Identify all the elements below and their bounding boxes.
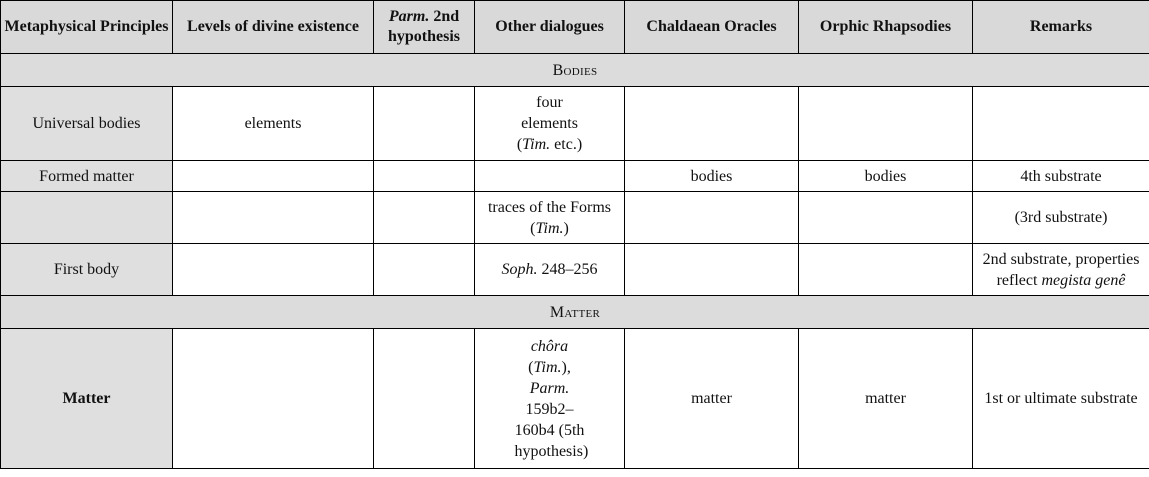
header-parm-hypothesis: 2nd hypothesis (387, 8, 461, 45)
table-row (1, 244, 1149, 296)
cell-chaldaean: bodies (625, 161, 799, 192)
cell-chaldaean (625, 244, 799, 296)
cell-text-part: ), (561, 358, 571, 376)
table-row (1, 329, 1149, 469)
cell-levels (173, 161, 374, 192)
cell-text-part: etc.) (550, 136, 583, 153)
table-row (1, 161, 1149, 192)
cell-other-dialogues (475, 329, 625, 469)
cell-text-italic: Tim. (535, 219, 564, 237)
header-other-dialogues: Other dialogues (475, 1, 625, 54)
cell-other-dialogues (475, 192, 625, 244)
cell-remarks: (3rd substrate) (973, 192, 1149, 244)
cell-text (514, 336, 589, 462)
row-label-empty (1, 192, 173, 244)
row-label-matter: Matter (1, 329, 173, 469)
header-parm-abbrev: Parm. (388, 8, 430, 25)
table-row (1, 192, 1149, 244)
section-row-matter (1, 296, 1149, 329)
cell-levels (173, 329, 374, 469)
row-label-formed-matter: Formed matter (1, 161, 173, 192)
cell-orphic (799, 192, 973, 244)
cell-text-italic: Tim. (522, 136, 551, 153)
cell-orphic: matter (799, 329, 973, 469)
cell-text-italic: Soph. (501, 261, 538, 278)
cell-text-italic: Parm. (529, 379, 570, 397)
cell-text-part: 159b2–160b4 (5th hypothesis) (514, 400, 589, 460)
row-label-universal-bodies: Universal bodies (1, 87, 173, 161)
cell-remarks: 1st or ultimate substrate (973, 329, 1149, 469)
cell-levels (173, 192, 374, 244)
cell-chaldaean (625, 192, 799, 244)
cell-parm (374, 244, 475, 296)
cell-text-part: 248–256 (537, 261, 598, 278)
header-remarks: Remarks (973, 1, 1149, 54)
section-label-bodies: Bodies (1, 54, 1149, 87)
cell-text-italic: Tim. (533, 358, 562, 376)
cell-other-dialogues (475, 161, 625, 192)
cell-text-part: ) (563, 219, 569, 237)
cell-other-dialogues (475, 87, 625, 161)
cell-levels: elements (173, 87, 374, 161)
row-label-first-body: First body (1, 244, 173, 296)
section-label-matter: Matter (1, 296, 1149, 329)
cell-orphic (799, 244, 973, 296)
cell-text-part: four elements ( (516, 94, 578, 153)
header-chaldaean: Chaldaean Oracles (625, 1, 799, 54)
cell-chaldaean (625, 87, 799, 161)
cell-text-italic: megista genê (1041, 271, 1126, 289)
cell-remarks (973, 244, 1149, 296)
cell-text-italic: chôra (530, 337, 569, 355)
cell-parm (374, 192, 475, 244)
cell-orphic (799, 87, 973, 161)
cell-parm (374, 161, 475, 192)
header-orphic: Orphic Rhapsodies (799, 1, 973, 54)
cell-text-part: 2nd substrate, properties reflect (982, 250, 1140, 289)
cell-chaldaean: matter (625, 329, 799, 469)
cell-text-part: ( (528, 358, 534, 376)
cell-other-dialogues (475, 244, 625, 296)
header-parmenides (374, 1, 475, 54)
table-row (1, 87, 1149, 161)
cell-text-part: traces of the Forms ( (487, 198, 612, 237)
header-levels: Levels of divine existence (173, 1, 374, 54)
header-row (1, 1, 1149, 54)
header-principles: Metaphysical Principles (1, 1, 173, 54)
cell-parm (374, 329, 475, 469)
cell-remarks (973, 87, 1149, 161)
cell-remarks: 4th substrate (973, 161, 1149, 192)
section-row-bodies (1, 54, 1149, 87)
cell-parm (374, 87, 475, 161)
cell-text (510, 92, 590, 155)
cell-orphic: bodies (799, 161, 973, 192)
cell-levels (173, 244, 374, 296)
